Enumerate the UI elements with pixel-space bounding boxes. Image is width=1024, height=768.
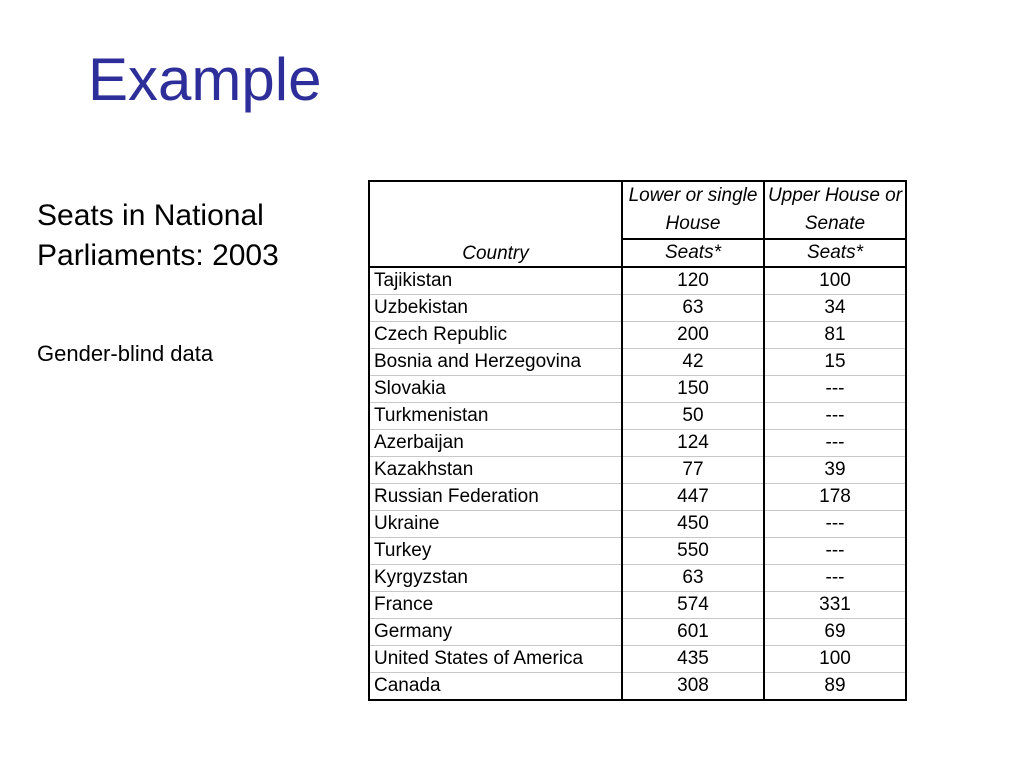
cell-lower-seats: 574 bbox=[622, 592, 764, 619]
cell-upper-seats: 81 bbox=[764, 322, 906, 349]
table-body bbox=[369, 267, 906, 700]
cell-country: Turkmenistan bbox=[369, 403, 622, 430]
header-upper-seats: Seats* bbox=[764, 239, 906, 267]
cell-lower-seats: 63 bbox=[622, 565, 764, 592]
cell-lower-seats: 150 bbox=[622, 376, 764, 403]
cell-lower-seats: 42 bbox=[622, 349, 764, 376]
table-row bbox=[369, 538, 906, 565]
cell-upper-seats: 34 bbox=[764, 295, 906, 322]
table-row bbox=[369, 267, 906, 295]
data-note: Gender-blind data bbox=[37, 341, 214, 366]
cell-country: Azerbaijan bbox=[369, 430, 622, 457]
table-row bbox=[369, 349, 906, 376]
header-lower-seats: Seats* bbox=[622, 239, 764, 267]
cell-country: Canada bbox=[369, 673, 622, 701]
table-row bbox=[369, 403, 906, 430]
cell-upper-seats: 15 bbox=[764, 349, 906, 376]
cell-lower-seats: 308 bbox=[622, 673, 764, 701]
table-row bbox=[369, 457, 906, 484]
cell-upper-seats: 69 bbox=[764, 619, 906, 646]
cell-country: Ukraine bbox=[369, 511, 622, 538]
table-row bbox=[369, 673, 906, 701]
table-row bbox=[369, 295, 906, 322]
cell-upper-seats: 39 bbox=[764, 457, 906, 484]
cell-lower-seats: 550 bbox=[622, 538, 764, 565]
cell-country: Turkey bbox=[369, 538, 622, 565]
cell-country: United States of America bbox=[369, 646, 622, 673]
cell-country: Slovakia bbox=[369, 376, 622, 403]
cell-country: France bbox=[369, 592, 622, 619]
cell-lower-seats: 124 bbox=[622, 430, 764, 457]
table-row bbox=[369, 322, 906, 349]
cell-upper-seats: 89 bbox=[764, 673, 906, 701]
cell-upper-seats: 100 bbox=[764, 267, 906, 295]
cell-lower-seats: 447 bbox=[622, 484, 764, 511]
seats-table bbox=[368, 180, 907, 701]
cell-country: Kazakhstan bbox=[369, 457, 622, 484]
cell-lower-seats: 50 bbox=[622, 403, 764, 430]
table-row bbox=[369, 430, 906, 457]
cell-lower-seats: 200 bbox=[622, 322, 764, 349]
cell-country: Czech Republic bbox=[369, 322, 622, 349]
cell-country: Bosnia and Herzegovina bbox=[369, 349, 622, 376]
table-row bbox=[369, 619, 906, 646]
cell-lower-seats: 63 bbox=[622, 295, 764, 322]
table-header bbox=[369, 181, 906, 267]
cell-country: Germany bbox=[369, 619, 622, 646]
table-row bbox=[369, 376, 906, 403]
slide-subtitle: Seats in National Parliaments: 2003 bbox=[37, 199, 279, 272]
cell-upper-seats: --- bbox=[764, 565, 906, 592]
cell-upper-seats: 331 bbox=[764, 592, 906, 619]
cell-upper-seats: --- bbox=[764, 430, 906, 457]
table-row bbox=[369, 484, 906, 511]
cell-country: Russian Federation bbox=[369, 484, 622, 511]
cell-lower-seats: 601 bbox=[622, 619, 764, 646]
header-country: Country bbox=[369, 181, 622, 267]
cell-country: Kyrgyzstan bbox=[369, 565, 622, 592]
cell-lower-seats: 77 bbox=[622, 457, 764, 484]
slide-title: Example bbox=[88, 46, 322, 113]
cell-upper-seats: --- bbox=[764, 511, 906, 538]
cell-upper-seats: 100 bbox=[764, 646, 906, 673]
table-row bbox=[369, 646, 906, 673]
cell-country: Uzbekistan bbox=[369, 295, 622, 322]
table-row bbox=[369, 592, 906, 619]
table-row bbox=[369, 511, 906, 538]
cell-lower-seats: 435 bbox=[622, 646, 764, 673]
cell-upper-seats: --- bbox=[764, 538, 906, 565]
cell-upper-seats: 178 bbox=[764, 484, 906, 511]
cell-upper-seats: --- bbox=[764, 376, 906, 403]
table-row bbox=[369, 565, 906, 592]
cell-upper-seats: --- bbox=[764, 403, 906, 430]
cell-lower-seats: 120 bbox=[622, 267, 764, 295]
cell-lower-seats: 450 bbox=[622, 511, 764, 538]
cell-country: Tajikistan bbox=[369, 267, 622, 295]
header-upper-house: Upper House or Senate bbox=[764, 181, 906, 239]
header-lower-house: Lower or single House bbox=[622, 181, 764, 239]
